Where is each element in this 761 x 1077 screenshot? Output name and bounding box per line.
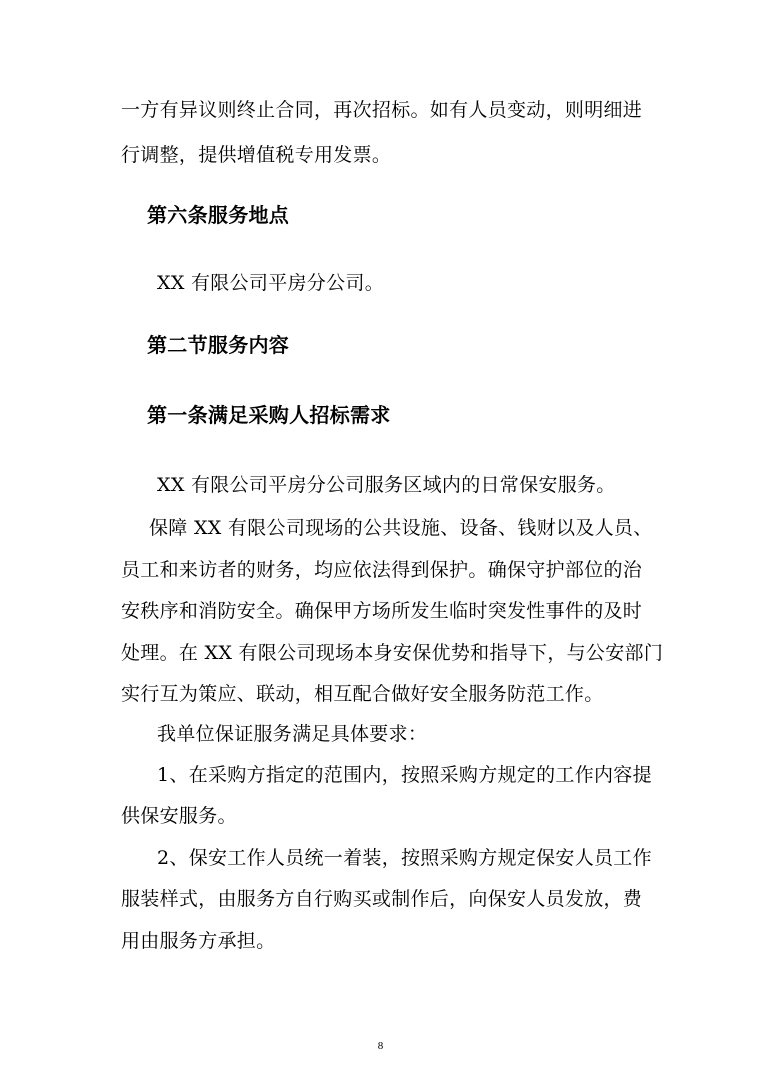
paragraph-line: XX 有限公司平房分公司服务区域内的日常保安服务。 bbox=[157, 474, 616, 496]
paragraph-line: 一方有异议则终止合同，再次招标。如有人员变动，则明细进 bbox=[121, 99, 643, 121]
page-number: 8 bbox=[377, 1040, 384, 1052]
section-2-heading: 第二节服务内容 bbox=[147, 333, 290, 357]
paragraph-line: 保障 XX 有限公司现场的公共设施、设备、钱财以及人员、 bbox=[149, 517, 653, 539]
service-location-text: XX 有限公司平房分公司。 bbox=[157, 272, 384, 294]
article-6-heading: 第六条服务地点 bbox=[147, 203, 290, 227]
paragraph-line: 安秩序和消防安全。确保甲方场所发生临时突发性事件的及时 bbox=[121, 600, 643, 622]
list-item-line: 服装样式，由服务方自行购买或制作后，向保安人员发放，费 bbox=[121, 888, 643, 910]
list-item-line: 1、在采购方指定的范围内，按照采购方规定的工作内容提 bbox=[157, 764, 652, 786]
paragraph-line: 我单位保证服务满足具体要求： bbox=[157, 723, 428, 745]
article-1-heading: 第一条满足采购人招标需求 bbox=[147, 403, 391, 427]
paragraph-line: 行调整，提供增值税专用发票。 bbox=[121, 144, 392, 166]
paragraph-line: 处理。在 XX 有限公司现场本身安保优势和指导下，与公安部门 bbox=[121, 642, 664, 664]
list-item-line: 2、保安工作人员统一着装，按照采购方规定保安人员工作 bbox=[157, 847, 652, 869]
paragraph-line: 员工和来访者的财务，均应依法得到保护。确保守护部位的治 bbox=[121, 559, 643, 581]
list-item-line: 用由服务方承担。 bbox=[121, 930, 276, 952]
paragraph-line: 实行互为策应、联动，相互配合做好安全服务防范工作。 bbox=[121, 683, 604, 705]
list-item-line: 供保安服务。 bbox=[121, 805, 237, 827]
